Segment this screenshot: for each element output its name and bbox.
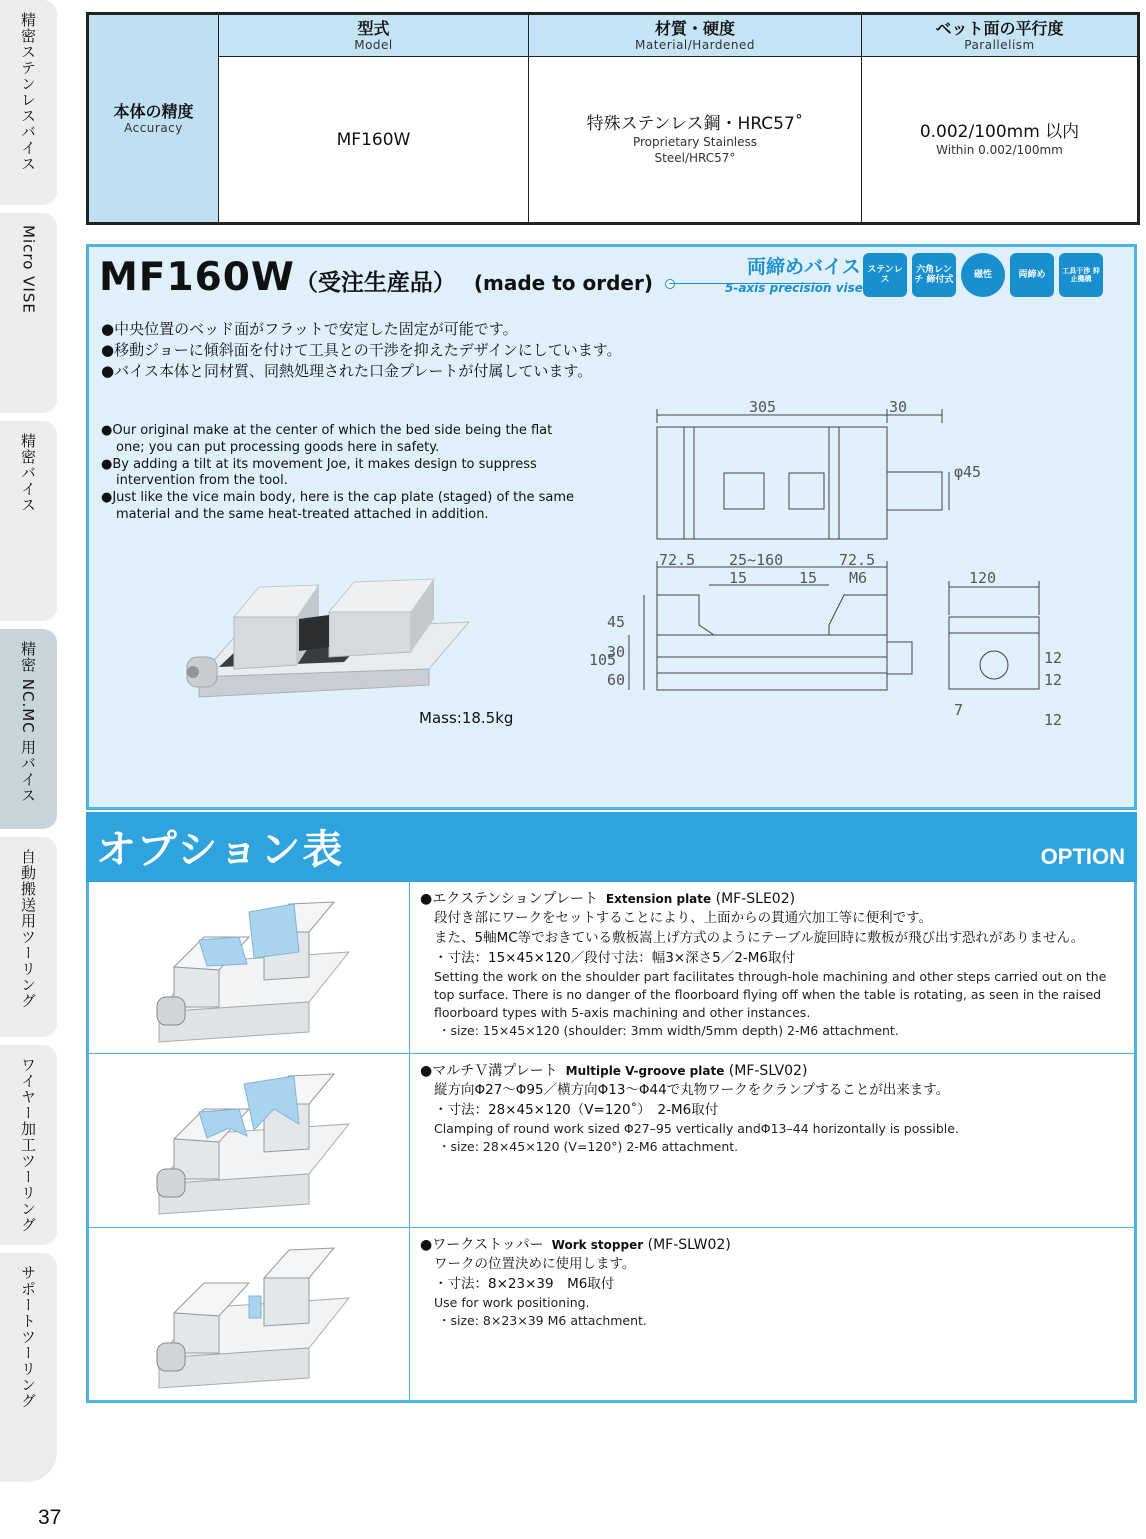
option-name-en: Extension plate — [605, 892, 712, 906]
material-value-jp: 特殊ステンレス鋼・HRC57˚ — [586, 113, 804, 134]
dim-45: 45 — [607, 613, 626, 631]
option-name-jp: ●マルチＶ溝プレート — [420, 1063, 558, 1079]
material-header-jp: 材質・硬度 — [654, 19, 735, 38]
option-row-v-groove-plate — [89, 1054, 1134, 1228]
material-header-en: Material/Hardened — [635, 38, 755, 52]
side-tab-auto-transfer[interactable]: 自動搬送用ツーリング — [0, 837, 57, 1037]
work-stopper-image — [89, 1228, 410, 1403]
features-jp — [101, 319, 622, 382]
dim-12-c: 12 — [1044, 711, 1063, 729]
product-mass: Mass:18.5kg — [419, 709, 514, 727]
v-groove-plate-title — [420, 1062, 1120, 1080]
option-name-jp: ●ワークストッパー — [420, 1237, 544, 1253]
option-size-jp: ・寸法：28×45×120（V=120˚） 2-M6取付 — [434, 1102, 719, 1118]
vise-type-jp: 両締めバイス — [747, 256, 861, 278]
title-line-dot — [665, 279, 675, 289]
product-title — [99, 255, 653, 300]
vise-product-image — [179, 557, 479, 727]
parallelism-value-en: Within 0.002/100mm — [936, 142, 1063, 157]
option-size-en: ・size: 28×45×120 (V=120°) 2-M6 attachment. — [438, 1139, 739, 1154]
dim-120: 120 — [969, 569, 997, 587]
dim-15-right: 15 — [799, 569, 818, 587]
dim-15-left: 15 — [729, 569, 748, 587]
option-code: (MF-SLV02) — [728, 1063, 808, 1079]
dim-25-160: 25~160 — [729, 551, 784, 569]
side-tab-support-tooling[interactable]: サポートツーリング — [0, 1253, 57, 1448]
model-header — [219, 15, 529, 57]
double-clamp-badge-icon: 両締め — [1010, 253, 1054, 297]
side-tab-stainless-vise[interactable]: 精密ステンレスバイス — [0, 0, 57, 205]
accuracy-row-header — [89, 15, 219, 222]
dim-30-side: 30 — [607, 643, 626, 661]
dim-305: 305 — [749, 398, 777, 416]
option-size-jp: ・寸法：8×23×39 M6取付 — [434, 1276, 615, 1292]
side-tab-wire-tooling[interactable]: ワイヤー加工ツーリング — [0, 1045, 57, 1245]
option-size-en: ・size: 15×45×120 (shoulder: 3mm width/5mm depth) 2-M6 attachment. — [438, 1023, 899, 1038]
option-desc-en: Clamping of round work sized Φ27–95 vertically andΦ13–44 horizontally is possible. — [434, 1121, 959, 1136]
material-header — [529, 15, 862, 57]
product-order-jp: （受注生産品） — [294, 270, 456, 296]
parallelism-header-en: Parallelism — [964, 38, 1035, 52]
dim-phi45: φ45 — [954, 463, 982, 481]
dim-60: 60 — [607, 671, 626, 689]
accuracy-table — [86, 12, 1140, 225]
option-row-extension-plate — [89, 882, 1134, 1054]
option-name-jp: ●エクステンションプレート — [420, 891, 598, 907]
page-number: 37 — [38, 1506, 62, 1529]
dim-7: 7 — [954, 701, 964, 719]
hex-wrench-badge-icon: 六角レンチ 締付式 — [912, 253, 956, 297]
option-size-en: ・size: 8×23×39 M6 attachment. — [438, 1313, 647, 1328]
parallelism-value-jp: 0.002/100mm 以内 — [919, 121, 1080, 142]
feature-jp-item: ●バイス本体と同材質、同熱処理された口金プレートが付属しています。 — [101, 362, 593, 380]
parallelism-header-jp: ベット面の平行度 — [935, 19, 1064, 38]
product-panel — [86, 244, 1137, 810]
side-tab-footer — [0, 1432, 57, 1482]
v-groove-plate-image — [89, 1054, 410, 1227]
extension-plate-text — [420, 890, 1120, 1040]
model-header-jp: 型式 — [357, 19, 390, 38]
stainless-badge-icon: ステンレス — [863, 253, 907, 297]
vise-type-en: 5-axis precision vise — [725, 281, 863, 295]
option-desc-jp: 縦方向Φ27～Φ95／横方向Φ13～Φ44で丸物ワークをクランプすることが出来ます。 — [434, 1082, 950, 1098]
dim-72-5-right: 72.5 — [839, 551, 876, 569]
model-header-en: Model — [354, 38, 393, 52]
tool-interference-badge-icon: 工具干渉 抑止機構 — [1059, 253, 1103, 297]
option-desc-jp: また、5軸MC等でおきている敷板嵩上げ方式のようにテーブル旋回時に敷板が飛び出す恐れがありません。 — [434, 930, 1085, 946]
material-value-en2: Steel/HRC57° — [654, 150, 736, 165]
extension-plate-image — [89, 882, 410, 1053]
option-desc-en: Setting the work on the shoulder part facilitates through-hole machining and other steps carried out on the top surface. There is no danger of the floorboard flying off when the table is rotating, as seen in the raised floorboard types with 5-axis machining and other instances. — [434, 969, 1107, 1020]
option-code: (MF-SLE02) — [715, 891, 796, 907]
side-tab-nc-mc-vise[interactable]: 精密 NC.MC 用バイス — [0, 629, 57, 829]
work-stopper-text — [420, 1236, 1120, 1330]
option-table — [86, 882, 1137, 1403]
model-value: MF160W — [336, 129, 411, 150]
option-desc-jp: ワークの位置決めに使用します。 — [434, 1256, 636, 1272]
option-code: (MF-SLW02) — [647, 1237, 731, 1253]
feature-en-item: ●By adding a tilt at its movement Joe, it makes design to suppress intervention from the tool. — [101, 456, 537, 489]
feature-jp-item: ●中央位置のベッド面がフラットで安定した固定が可能です。 — [101, 320, 518, 338]
accuracy-label-jp: 本体の精度 — [113, 101, 194, 121]
parallelism-value-cell — [862, 57, 1137, 222]
dim-72-5-left: 72.5 — [659, 551, 696, 569]
option-title-en: OPTION — [1040, 844, 1125, 869]
option-row-work-stopper — [89, 1228, 1134, 1403]
option-name-en: Multiple V-groove plate — [565, 1064, 725, 1078]
model-value-cell — [219, 57, 529, 222]
option-header — [86, 812, 1137, 882]
option-desc-en: Use for work positioning. — [434, 1295, 590, 1310]
material-value-en1: Proprietary Stainless — [632, 134, 758, 149]
feature-en-item: ●Our original make at the center of which the bed side being the flat one; you can put processing goods here in safety. — [101, 423, 553, 455]
v-groove-plate-text — [420, 1062, 1120, 1156]
option-name-en: Work stopper — [551, 1238, 644, 1252]
dim-30: 30 — [889, 398, 908, 416]
dim-m6: M6 — [849, 569, 868, 587]
option-title-jp: オプション表 — [96, 827, 345, 873]
side-tab-precision-vise[interactable]: 精密バイス — [0, 421, 57, 621]
feature-jp-item: ●移動ジョーに傾斜面を付けて工具との干渉を抑えたデザインにしています。 — [101, 341, 622, 359]
parallelism-header — [862, 15, 1137, 57]
option-desc-jp: 段付き部にワークをセットすることにより、上面からの貫通穴加工等に便利です。 — [434, 910, 933, 926]
dim-12-a: 12 — [1044, 649, 1063, 667]
accuracy-label-en: Accuracy — [124, 120, 183, 135]
side-tab-micro-vise[interactable]: Micro VISE — [0, 213, 57, 413]
feature-en-item: ●Just like the vice main body, here is the cap plate (staged) of the same material and the same heat-treated attached in addition. — [101, 490, 575, 522]
dim-105: 105 — [589, 651, 617, 669]
features-en — [101, 423, 581, 524]
material-value-cell — [529, 57, 862, 222]
option-size-jp: ・寸法：15×45×120／段付寸法：幅3×深さ5／2-M6取付 — [434, 950, 795, 966]
dimension-drawing — [549, 395, 1069, 735]
extension-plate-title — [420, 890, 1120, 908]
product-model: MF160W — [99, 255, 295, 300]
dim-12-b: 12 — [1044, 671, 1063, 689]
magnetic-badge-icon: 磁性 — [961, 253, 1005, 297]
work-stopper-title — [420, 1236, 1120, 1254]
product-order-en: (made to order) — [473, 271, 653, 295]
